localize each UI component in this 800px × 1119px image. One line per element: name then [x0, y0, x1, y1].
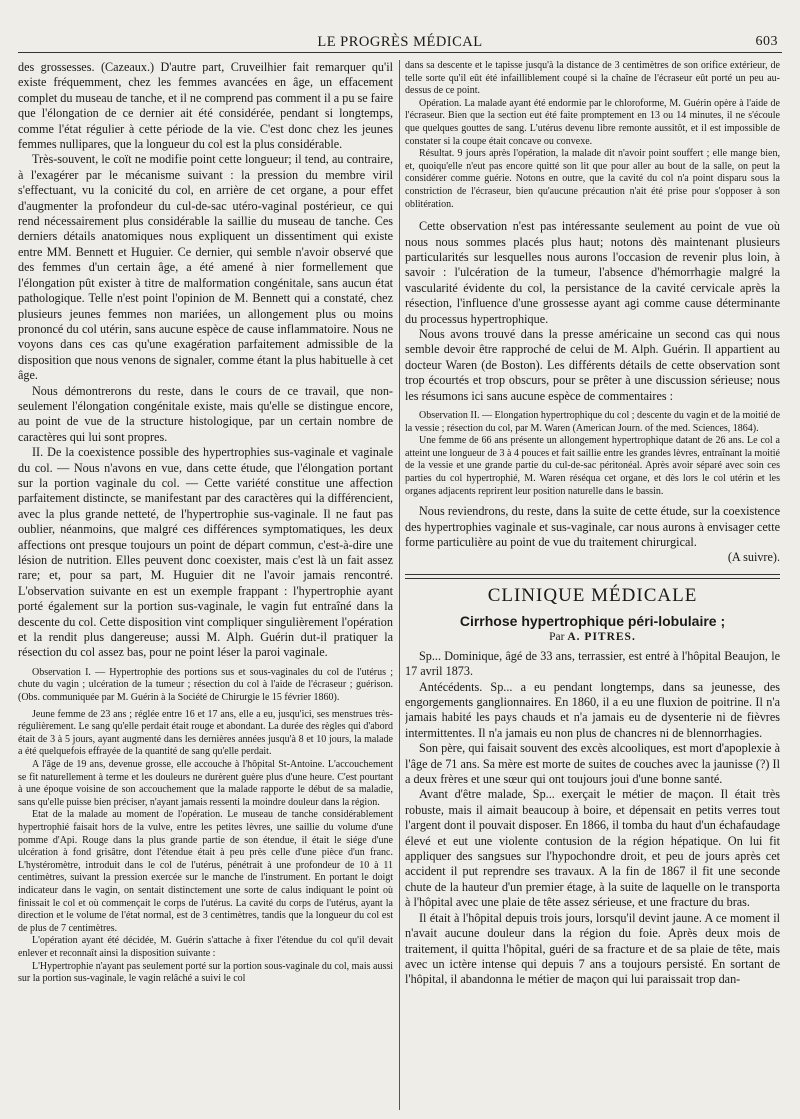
paragraph: des grossesses. (Cazeaux.) D'autre part, Cruveilhier fait remarquer qu'il existe fréquemment, chez les femmes avancées en âge, un effacement complet du museau de tanche, et il ne comprend pas comment il a pu se faire que l'élongation de ce dernier ait été considérée, pendant si longtemps, comme l'état régulier à cette période de la vie. C'est donc chez les jeunes femmes nullipares, que la longueur du col est la plus considérable.	[18, 60, 393, 152]
byline-prefix: Par	[549, 630, 565, 643]
observation-paragraph: Une femme de 66 ans présente un allongement hypertrophique datant de 26 ans. Le col a atteint une longueur de 3 à 4 pouces et fait saillie entre les grandes lèvres, entraînant la moitié de la vessie et une grande partie du cul-de-sac péritonéal. Après avoir séparé avec soin ces parties du col hypertrophié, M. Waren réséqua cet organe, et dès lors le col utérin et les organes adjacents reprirent leur position naturelle dans le bassin.	[405, 435, 780, 497]
paragraph: Sp... Dominique, âgé de 33 ans, terrassier, est entré à l'hôpital Beaujon, le 17 avril 1873.	[405, 648, 780, 679]
paragraph: Très-souvent, le coït ne modifie point cette longueur; il tend, au contraire, à l'exagérer par le mécanisme suivant : la pression du membre viril s'effectuant, vu la conicité du col, en arrière de cet organe, a pour effet d'augmenter la profondeur du cul-de-sac utéro-vaginal postérieur, ce qui rend nécessairement plus considérable la saillie du museau de tanche. Ces derniers détails anatomiques nous expliquent un dissentiment qui existe entre MM. Bennett et Huguier. Ce dernier, qui semble n'avoir observé que des femmes d'un certain âge, a été amené à nier formellement que l'élongation pût exister à titre de malformation congénitale, sans aucun état pathologique. Telle n'est point l'opinion de M. Bennett qui a constaté, chez plusieurs jeunes femmes non mariées, un allongement plus ou moins prononcé du col utérin, sans aucune espèce de cause inflammatoire. Nous ne voyons dans ces cas qu'une exagération parfaitement admissible de la disposition que nous venons de signaler, comme étant la plus habituelle à cet âge.	[18, 152, 393, 383]
observation-heading: Observation II. — Elongation hypertrophique du col ; descente du vagin et de la moitié de la vessie ; résection du col, par M. Waren (American Journ. of the med. Sciences, 1864).	[405, 410, 780, 434]
paragraph: Nous démontrerons du reste, dans le cours de ce travail, que non-seulement l'élongation congénitale existe, mais qu'elle se distingue encore, au point de vue de la structure histologique, par un certain nombre de caractères qui lui sont propres.	[18, 383, 393, 444]
paragraph: Avant d'être malade, Sp... exerçait le métier de maçon. Il était très robuste, mais il aimait beaucoup à boire, et dépensait en petits verres tout l'argent dont il pouvait disposer. En 1866, il tomba du haut d'un échafaudage élevé et eut une violente contusion de la région hépatique. On lui fit appliquer des sangsues sur l'hypochondre droit, et peu de jours après cet accident il put reprendre ses travaux. A la fin de 1867 il fit une seconde chute de la hauteur d'un premier étage, à la suite de laquelle on le transporta à l'hôpital avec une plaie de tête assez sérieuse, et une fracture du bras.	[405, 787, 780, 910]
section-title: CLINIQUE MÉDICALE	[487, 584, 698, 606]
page-number: 603	[755, 34, 778, 49]
column-divider	[399, 60, 400, 1110]
paragraph: Il était à l'hôpital depuis trois jours, lorsqu'il devint jaune. A ce moment il n'avait aucune douleur dans la région du foie. Après deux mois de traitement, il quitta l'hôpital, guéri de sa fracture et de sa plaie de tête, mais avec un ictère intense qui depuis 7 ans a toujours persisté. En sortant de l'hôpital, il abandonna le métier de maçon qui lui paraissait trop dan-	[405, 910, 780, 987]
paragraph: Nous reviendrons, du reste, dans la suite de cette étude, sur la coexistence des hypertrophies vaginale et sus-vaginale, car nous aurons à envisager cette forme particulière au point de vue du traitement chirurgical.	[405, 504, 780, 549]
observation-paragraph: Etat de la malade au moment de l'opération. Le museau de tanche considérablement hypertrophié faisait hors de la vulve, entre les petites lèvres, une saillie du volume d'une pomme d'Api. Rouge dans la plus grande partie de son étendue, il était le siége d'une ulcération à fond grisâtre, dont l'étendue était à peu près celle d'une pièce d'un franc. L'hystéromètre, introduit dans le col de l'utérus, pénétrait à une profondeur de 10 à 11 centimètres, suivant la pression exercée sur le manche de l'instrument. En portant le doigt indicateur dans le vagin, on sentait distinctement une sorte de calus indiquant le point où finissait le col et où commençait le corps de l'utérus. La cavité du corps de l'utérus, ayant la direction et le volume de l'état normal, est de 3 centimètres, tandis que la longueur du col est de plus de 7 centimètres.	[18, 809, 393, 934]
paragraph: Son père, qui faisait souvent des excès alcooliques, est mort d'apoplexie à l'âge de 71 ans. Sa mère est morte de suites de couches avec la jaunisse (?) Il a deux frères et une sœur qui ont toujours joui d'une bonne santé.	[405, 741, 780, 787]
observation-paragraph: dans sa descente et le tapisse jusqu'à la distance de 3 centimètres de son orifice extérieur, de telle sorte qu'il eût été infailliblement coupé si la chaîne de l'écraseur eût porté un peu au-dessus de ce point.	[405, 60, 780, 97]
observation-paragraph: L'Hypertrophie n'ayant pas seulement porté sur la portion sous-vaginale du col, mais aussi sur la portion sus-vaginale, le vagin relâché a suivi le col	[18, 960, 393, 985]
observation-paragraph: Opération. La malade ayant été endormie par le chloroforme, M. Guérin opère à l'aide de l'écraseur. Bien que la section eut été faite promptement en 13 ou 14 minutes, il ne s'écoule que quelques gouttes de sang. L'utérus devenu libre remonte aussitôt, et il est impossible de constater si la coupe était concave ou convexe.	[405, 97, 780, 147]
author-name: A. PITRES.	[567, 630, 636, 643]
left-column	[18, 60, 393, 1112]
observation-paragraph: A l'âge de 19 ans, devenue grosse, elle accouche à l'hôpital St-Antoine. L'accouchement se fit naturellement à terme et les douleurs ne durèrent guère plus d'une heure. C'est pourtant à une époque voisine de son accouchement que la malade rapporte le début de sa maladie, sans qu'elle puisse bien préciser, n'ayant jamais ressenti la moindre douleur dans la région.	[18, 759, 393, 808]
paragraph: Antécédents. Sp... a eu pendant longtemps, dans sa jeunesse, des engorgements ganglionnaires. En 1860, il a eu une fluxion de poitrine. Il n'a jamais habité les pays chauds et n'a jamais eu de dysenterie ni de fièvres intermittentes. Il n'a jamais eu non plus de chancres ni de blennorrhagies.	[405, 679, 780, 740]
observation-paragraph: L'opération ayant été décidée, M. Guérin s'attache à fixer l'étendue du col qu'il devait enlever et reconnaît ainsi la disposition suivante :	[18, 935, 393, 959]
observation-paragraph: Jeune femme de 23 ans ; réglée entre 16 et 17 ans, elle a eu, jusqu'ici, ses menstrues très-régulièrement. Le sang qu'elle perdait était rouge et abondant. La durée des règles qui d'abord était de 3 à 5 jours, ayant augmenté dans les dernières années jusqu'à 8 et 10 jours, la malade a été quelquefois effrayée de la quantité de sang qu'elle perdait.	[18, 708, 393, 758]
paragraph: Cette observation n'est pas intéressante seulement au point de vue où nous nous sommes placés plus haut; notons dès maintenant plusieurs particularités sur lesquelles nous aurons l'occasion de revenir plus loin, à savoir : l'ulcération de la tumeur, l'absence d'hémorrhagie malgré la vascularité évidente du col, la persistance de la cavité cervicale après la résection, l'influence d'une grossesse ayant agi comme cause déterminante du processus hypertrophique.	[405, 219, 780, 326]
paragraph: Nous avons trouvé dans la presse américaine un second cas qui nous semble devoir être rapproché de celui de M. Alph. Guérin. Il appartient au docteur Waren (de Boston). Les différents détails de cette observation sont trop écourtés et trop obscurs, pour se prêter à une discussion sérieuse; nous les résumons ici sans aucune espèce de commentaires :	[405, 326, 780, 403]
article-title: Cirrhose hypertrophique péri-lobulaire ;	[459, 612, 726, 629]
to-be-continued: (A suivre).	[727, 550, 780, 565]
observation-paragraph: Résultat. 9 jours après l'opération, la malade dit n'avoir point souffert ; elle mange bien, et, quoiqu'elle n'eut pas encore quitté son lit que pour aller au bout de la salle, on peut la considérer comme guérie. Notons en outre, que la cavité du col n'a point disparu sous la constriction de l'écraseur, bien qu'aucune précaution n'ait été prise pour s'opposer à son oblitération.	[405, 148, 780, 210]
page-header	[18, 30, 782, 53]
paragraph: II. De la coexistence possible des hypertrophies sus-vaginale et vaginale du col. — Nous n'avons en vue, dans cette étude, que l'élongation portant sur la portion vaginale du col. — Cette variété constitue une affection parfaitement distincte, se manifestant par des caractères qui la différencient, avec la plus grande netteté, de l'hypertrophie sus-vaginale. Il ne faut pas oublier, néanmoins, que malgré ces différences symptomatiques, les deux affections ont presque toujours un point de départ commun, c'est-à-dire une lésion de nutrition. Elles peuvent donc coexister, mais c'est là un fait assez rare; et, pour sa part, M. Huguier dit ne l'avoir jamais rencontré. L'observation suivante en est un exemple frappant : l'hypertrophie ayant porté également sur la portion sus-vaginale, le vagin fut entraîné dans la descente du col. Cette disposition vint compliquer singulièrement l'opération et la rendit plus dangereuse; aussi M. Alph. Guérin dut-il pratiquer la résection du col assez bas, pour ne point léser la paroi vaginale.	[18, 445, 393, 660]
journal-title: LE PROGRÈS MÉDICAL	[317, 34, 483, 50]
section-ornament	[405, 574, 780, 579]
right-column	[405, 60, 780, 1112]
observation-heading: Observation I. — Hypertrophie des portions sus et sous-vaginales du col de l'utérus ; chute du vagin ; ulcération de la tumeur ; résection du col à l'aide de l'écraseur ; guérison. (Obs. communiquée par M. Guérin à la Société de Chirurgie le 15 février 1860).	[18, 666, 393, 704]
byline	[405, 631, 780, 643]
